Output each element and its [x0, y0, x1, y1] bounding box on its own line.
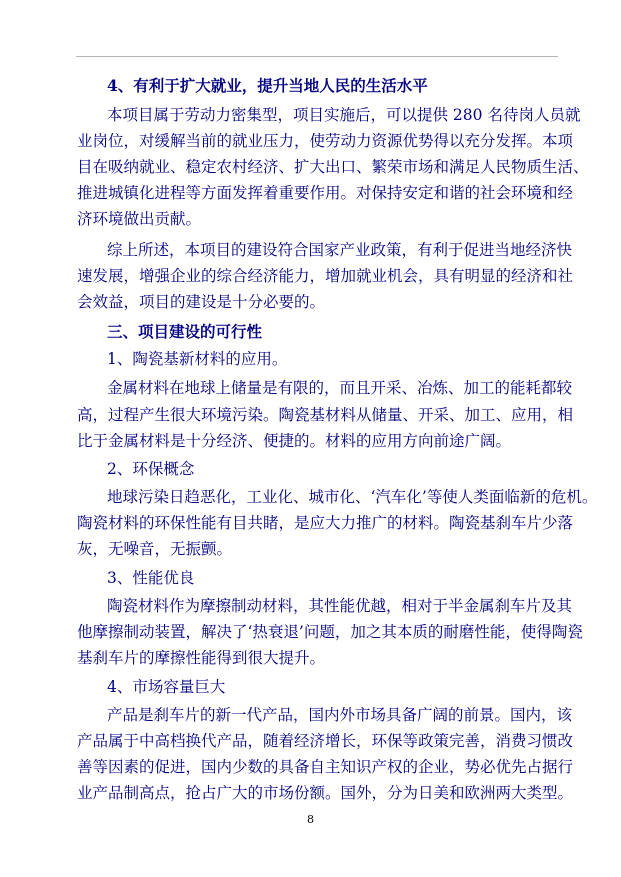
paragraph-line: 综上所述，本项目的建设符合国家产业政策，有利于促进当地经济快: [107, 241, 573, 259]
paragraph-line: 金属材料在地球上储量是有限的，而且开采、冶炼、加工的能耗都较: [107, 379, 573, 397]
page-number: 8: [307, 813, 314, 826]
paragraph-line: 比于金属材料是十分经济、便捷的。材料的应用方向前途广阔。: [77, 432, 512, 450]
paragraph-line: 推进城镇化进程等方面发挥着重要作用。对保持安定和谐的社会环境和经: [77, 184, 574, 202]
paragraph-line: 产品是刹车片的新一代产品，国内外市场具备广阔的前景。国内，该: [107, 706, 573, 724]
paragraph-line: 会效益，项目的建设是十分必要的。: [77, 293, 326, 311]
paragraph-line: 业岗位，对缓解当前的就业压力，使劳动力资源优势得以充分发挥。本项: [77, 132, 574, 150]
paragraph-line: 善等因素的促进，国内少数的具备自主知识产权的企业，势必优先占据行: [77, 758, 574, 776]
subheading-ceramic-material: 1、陶瓷基新材料的应用。: [107, 350, 288, 368]
paragraph-line: 业产品制高点，抢占广大的市场份额。国外，分为日美和欧洲两大类型。: [77, 784, 574, 802]
paragraph-line: 陶瓷材料作为摩擦制动材料，其性能优越，相对于半金属刹车片及其: [107, 597, 573, 615]
paragraph-line: 基刹车片的摩擦性能得到很大提升。: [77, 649, 326, 667]
subheading-market: 4、市场容量巨大: [107, 678, 226, 696]
paragraph-line: 济环境做出贡献。: [77, 210, 202, 228]
paragraph-line: 目在吸纳就业、稳定农村经济、扩大出口、繁荣市场和满足人民物质生活、: [77, 158, 589, 176]
heading-4-employment: 4、有利于扩大就业，提升当地人民的生活水平: [107, 76, 428, 95]
paragraph-line: 地球污染日趋恶化，工业化、城市化、‘汽车化’等使人类面临新的危机。: [107, 488, 598, 506]
paragraph-line: 灰，无噪音，无振颤。: [77, 540, 233, 558]
paragraph-line: 高，过程产生很大环境污染。陶瓷基材料从储量、开采、加工、应用，相: [77, 406, 574, 424]
section-heading-feasibility: 三、项目建设的可行性: [107, 322, 263, 341]
paragraph-line: 产品属于中高档换代产品，随着经济增长，环保等政策完善，消费习惯改: [77, 732, 574, 750]
paragraph-line: 陶瓷材料的环保性能有目共睹，是应大力推广的材料。陶瓷基刹车片少落: [77, 514, 574, 532]
header-rule: [76, 56, 558, 57]
subheading-performance: 3、性能优良: [107, 569, 195, 587]
paragraph-line: 他摩擦制动装置，解决了‘热衰退’问题，加之其本质的耐磨性能，使得陶瓷: [77, 623, 583, 641]
paragraph-line: 本项目属于劳动力密集型，项目实施后，可以提供 280 名待岗人员就: [107, 106, 581, 124]
subheading-environmental: 2、环保概念: [107, 460, 195, 478]
paragraph-line: 速发展，增强企业的综合经济能力，增加就业机会，具有明显的经济和社: [77, 267, 574, 285]
